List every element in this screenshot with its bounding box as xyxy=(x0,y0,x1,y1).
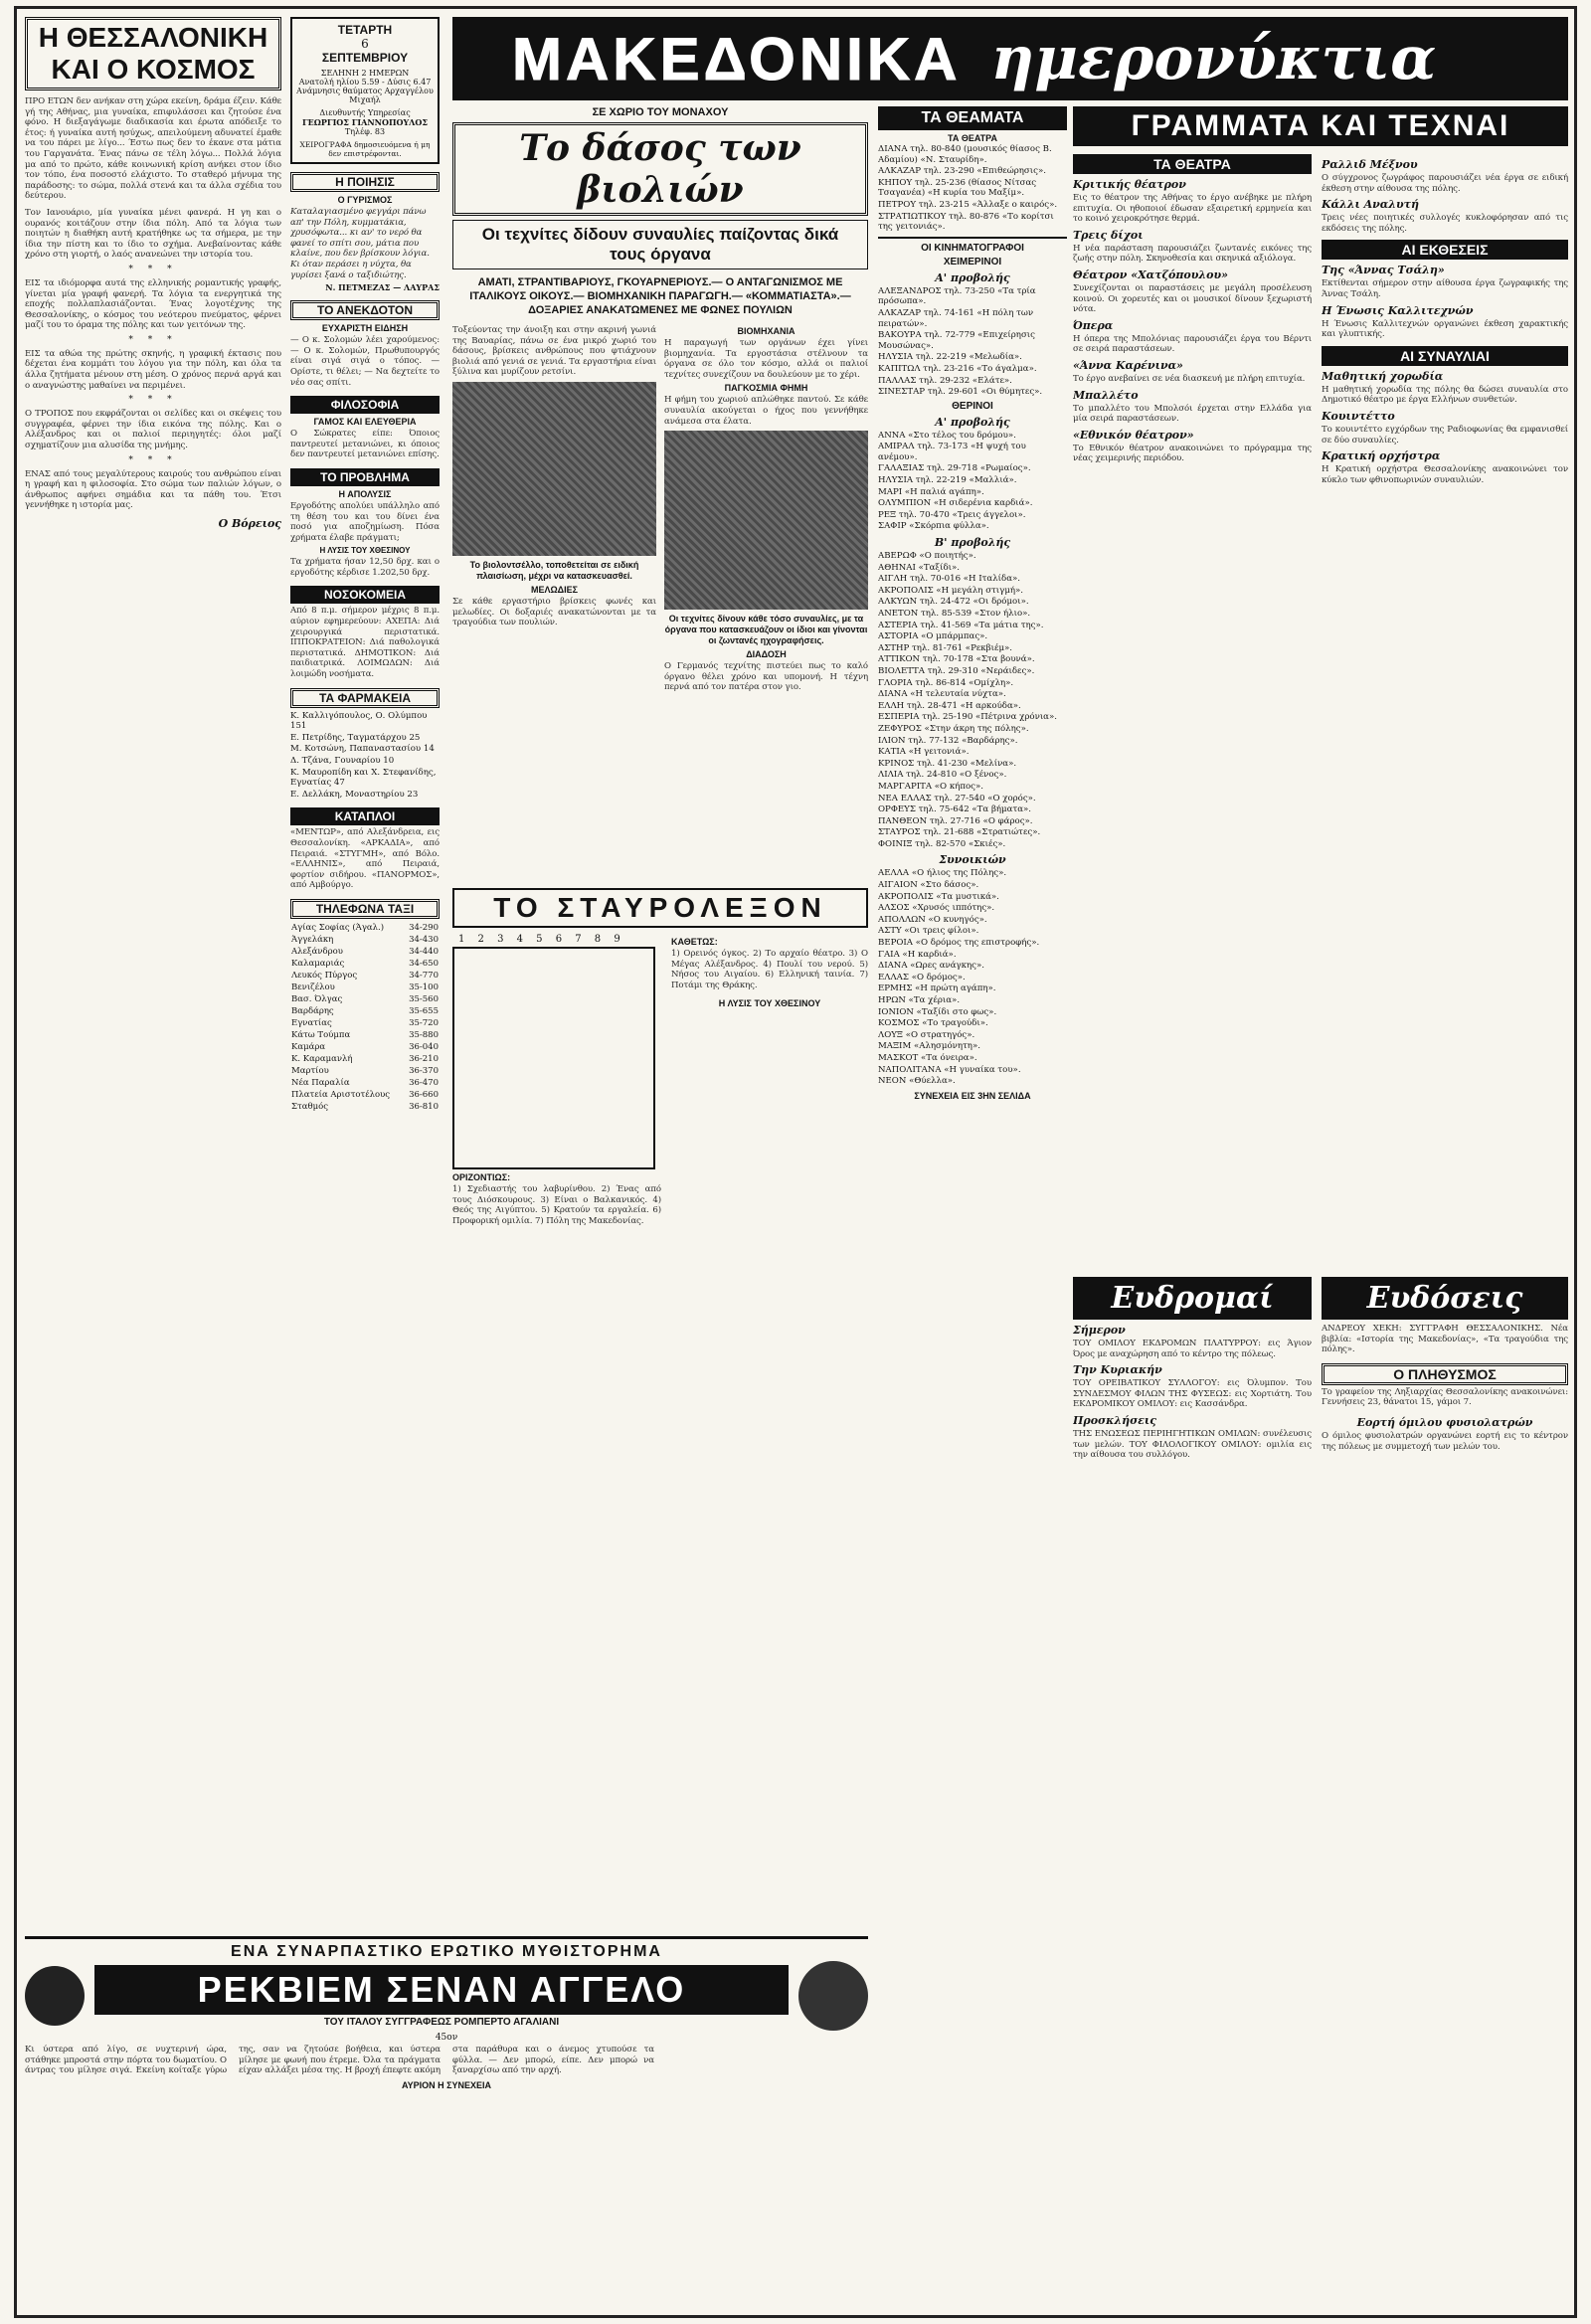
serial-author: ΤΟΥ ΙΤΑΛΟΥ ΣΥΓΓΡΑΦΕΩΣ ΡΟΜΠΕΡΤΟ ΑΓΑΛΙΑΝΙ xyxy=(323,2016,560,2028)
winter-first-label: Α' προβολής xyxy=(935,270,1010,284)
list-item: ΕΛΛΑΣ «Ο δρόμος». xyxy=(878,972,966,983)
feature-subhead: ΔΙΑΔΟΣΗ xyxy=(746,649,787,660)
problem-title: Η ΑΠΟΛΥΣΙΣ xyxy=(338,488,392,499)
table-row: Αγίας Σοφίας (Άγαλ.) 34-290 xyxy=(291,922,439,933)
pharmacies-list xyxy=(290,711,440,801)
feature-body: Η παραγωγή των οργάνων έχει γίνει βιομηχανία. Τα εργοστάσια στέλνουν τα όργανα σε όλο τον κόσμο, αλλά οι παλιοί τεχνίτες συνεχίζουν να δουλεύουν με το χέρι. xyxy=(664,338,868,380)
masthead-note: ΧΕΙΡΟΓΡΑΦΑ δημοσιευόμενα ή μη δεν επιστρέφονται. xyxy=(299,140,431,158)
concerts-heading: ΑΙ ΣΥΝΑΥΛΙΑΙ xyxy=(1322,346,1568,366)
end-text: Ο όμιλος φυσιολατρών οργανώνει εορτή εις το κέντρον της πόλεως με συμμετοχή των μελών του. xyxy=(1322,1430,1568,1452)
exhibition-text: Η Ένωσις Καλλιτεχνών οργανώνει έκθεση χαρακτικής και γλυπτικής. xyxy=(1322,318,1568,340)
pharmacy-item: Ε. Δελλάκη, Μοναστηρίου 23 xyxy=(290,789,419,800)
list-item: ΚΑΤΙΑ «Η γειτονιά». xyxy=(878,747,970,758)
list-item: ΑΕΛΛΑ «Ο ήλιος της Πόλης». xyxy=(878,868,1007,879)
list-item: ΚΑΠΙΤΩΛ τηλ. 23-216 «Το άγαλμα». xyxy=(878,363,1037,374)
list-item: ΟΡΦΕΥΣ τηλ. 75-642 «Τα βήματα». xyxy=(878,804,1031,815)
exhibition-title: Η Ένωσις Καλλιτεχνών xyxy=(1322,303,1474,317)
list-item: ΑΜΙΡΑΛ τηλ. 73-173 «Η ψυχή του ανέμου». xyxy=(878,442,1026,462)
serial-continuation: ΑΥΡΙΟΝ Η ΣΥΝΕΧΕΙΑ xyxy=(401,2079,492,2090)
list-item: ΜΑΞΙΜ «Αλησμόνητη». xyxy=(878,1041,980,1052)
list-item: ΒΙΟΛΕΤΤΑ τηλ. 29-310 «Νεράιδες». xyxy=(878,665,1035,676)
list-item: ΗΛΥΣΙΑ τηλ. 22-219 «Μαλλιά». xyxy=(878,475,1017,486)
feature-subhead: ΠΑΓΚΟΣΜΙΑ ΦΗΜΗ xyxy=(724,383,808,394)
cinemas-label: ΟΙ ΚΙΝΗΜΑΤΟΓΡΑΦΟΙ xyxy=(921,242,1024,254)
pharmacy-item: Μ. Κοτσώνη, Παπαναστασίου 14 xyxy=(290,744,435,755)
list-item: ΙΛΙΟΝ τηλ. 77-132 «Βαρδάρης». xyxy=(878,735,1018,746)
list-item: ΖΕΦΥΡΟΣ «Στην άκρη της πόλης». xyxy=(878,723,1029,734)
table-row: Καλαμαριάς 34-650 xyxy=(291,958,439,969)
list-item: ΛΙΛΙΑ τηλ. 24-810 «Ο ξένος». xyxy=(878,770,1007,781)
poetry-heading: Η ΠΟΙΗΣΙΣ xyxy=(290,172,440,192)
arts-item-title: Όπερα xyxy=(1073,318,1114,332)
feature-subhead: ΜΕΛΩΔΙΕΣ xyxy=(530,584,579,595)
masthead-sun: Ανατολή ηλίου 5.59 - Δύσις 6.47 xyxy=(298,78,432,87)
outskirts-list xyxy=(878,868,1067,1086)
photo-caption: Οι τεχνίτες δίνουν κάθε τόσο συναυλίες, με τα όργανα που κατασκευάζουν οι ίδιοι και γίνονται οι ζωντανές ηχογραφήσεις. xyxy=(664,614,868,646)
list-item: ΑΣΤΟΡΙΑ «Ο μπάρμπας». xyxy=(878,631,988,642)
masthead-box xyxy=(290,17,440,164)
photo-caption: Το βιολοντσέλλο, τοποθετείται σε ειδική πλαισίωση, μέχρι να κατασκευασθεί. xyxy=(469,559,639,581)
banner-right-word: ημερονύκτια xyxy=(990,24,1437,93)
list-item: ΔΙΑΝΑ «Η τελευταία νύχτα». xyxy=(878,689,1006,700)
list-item: ΓΑΙΑ «Η καρδιά». xyxy=(878,949,957,960)
concert-text: Το κουιντέττο εγχόρδων της Ραδιοφωνίας θα εμφανισθεί σε δύο συναυλίες. xyxy=(1322,424,1568,446)
spectacles-heading: ΤΑ ΘΕΑΜΑΤΑ xyxy=(878,106,1067,130)
feature-title: Το δάσος των βιολιών xyxy=(452,122,868,216)
feature-body: Ο Γερμανός τεχνίτης πιστεύει πως το καλό όργανο θέλει χρόνο και υπομονή. Η τέχνη περνά από τον πατέρα στον γιο. xyxy=(664,661,868,693)
serial-illustration xyxy=(25,1966,85,2026)
feature-body: Η φήμη του χωριού απλώθηκε παντού. Σε κάθε συναυλία ακούγεται ο ήχος που γεννήθηκε ανάμεσα στα έλατα. xyxy=(664,395,868,427)
list-item: ΜΑΣΚΟΤ «Τα όνειρα». xyxy=(878,1052,977,1063)
list-item: ΠΕΤΡΟΥ τηλ. 23-215 «Άλλαξε ο καιρός». xyxy=(878,199,1058,210)
list-item: ΦΟΙΝΙΞ τηλ. 82-570 «Σκιές». xyxy=(878,838,1006,849)
hospitals-heading: ΝΟΣΟΚΟΜΕΙΑ xyxy=(290,586,440,604)
philosophy-title: ΓΑΜΟΣ ΚΑΙ ΕΛΕΥΘΕΡΙΑ xyxy=(313,417,417,428)
list-item: ΓΛΟΡΙΑ τηλ. 86-814 «Ομίχλη». xyxy=(878,677,1014,688)
departures-heading: Ευδρομαί xyxy=(1073,1277,1312,1320)
pharmacy-item: Δ. Τζάνα, Γουναρίου 10 xyxy=(290,756,395,766)
anecdote-title: ΕΥΧΑΡΙΣΤΗ ΕΙΔΗΣΗ xyxy=(321,323,409,334)
serial-episode: 45ον xyxy=(435,2033,458,2043)
crossword-down-label: ΚΑΘΕΤΩΣ: xyxy=(671,937,718,947)
philosophy-heading: ΦΙΛΟΣΟΦΙΑ xyxy=(290,396,440,414)
table-row: Εγνατίας 35-720 xyxy=(291,1017,439,1028)
list-item: ΠΑΝΘΕΟΝ τηλ. 27-716 «Ο φάρος». xyxy=(878,815,1033,826)
poetry-title: Ο ΓΥΡΙΣΜΟΣ xyxy=(337,195,393,205)
masthead-phone: Τηλέφ. 83 xyxy=(344,127,386,136)
letters-left-column xyxy=(1073,154,1312,1268)
philosophy-text: Ο Σώκρατες είπε: Όποιος παντρευτεί μετανιώνει, κι όποιος δεν παντρευτεί μετανιώνει επίσης. xyxy=(290,429,440,460)
list-item: ΕΣΠΕΡΙΑ τηλ. 25-190 «Πέτρινα χρόνια». xyxy=(878,712,1057,723)
arts-item-text: Τρεις νέες ποιητικές συλλογές κυκλοφόρησαν από τις εκδόσεις της πόλης. xyxy=(1322,213,1568,234)
left-paragraph: ΕΝΑΣ από τους μεγαλύτερους καιρούς του ανθρώπου είναι η γραφή και η φιλοσοφία. Στο σώμα των παλιών λόγων, ο άνθρωπος αφήνει σημάδια και τα πάθη του. Έτσι γεννήθηκε η ιστορία μας. xyxy=(25,468,281,511)
problem-solution: Τα χρήματα ήσαν 12,50 δρχ. και ο εργοδότης κέρδισε 1.202,50 δρχ. xyxy=(290,557,440,578)
info-column xyxy=(290,17,440,1931)
list-item: ΑΣΤΕΡΙΑ τηλ. 41-569 «Τα μάτια της». xyxy=(878,620,1044,630)
list-item: ΑΚΡΟΠΟΛΙΣ «Η μεγάλη στιγμή». xyxy=(878,585,1024,596)
left-paragraph: ΕΙΣ τα αθώα της πρώτης σκηνής, η γραφική έκτασις που δέχεται ένα κομμάτι του λόγου για την πόλη, και όλα τα άλλα ζητήματα μένουν στη μέση. Ο χρόνος περνά αργά και ο αναγνώστης μαθαίνει να περιμένει. xyxy=(25,348,281,391)
taxis-heading: ΤΗΛΕΦΩΝΑ ΤΑΞΙ xyxy=(290,899,440,919)
departures-today-label: Σήμερον xyxy=(1073,1324,1126,1337)
summer-first-label: Α' προβολής xyxy=(935,415,1010,429)
masthead-director-label: Διευθυντής Υπηρεσίας xyxy=(319,108,411,117)
list-item: ΠΑΛΛΑΣ τηλ. 29-232 «Ελάτε». xyxy=(878,375,1012,386)
list-item: ΗΡΩΝ «Τα χέρια». xyxy=(878,995,961,1005)
anecdote-heading: ΤΟ ΑΝΕΚΔΟΤΟΝ xyxy=(290,300,440,320)
invites-text: ΤΗΣ ΕΝΩΣΕΩΣ ΠΕΡΙΗΓΗΤΙΚΩΝ ΟΜΙΛΩΝ: συνέλευσις των μελών. ΤΟΥ ΦΙΛΟΛΟΓΙΚΟΥ ΟΜΙΛΟΥ: ομιλία εις την αίθουσα του συλλόγου. xyxy=(1073,1428,1312,1461)
table-row: Βενιζέλου 35-100 xyxy=(291,982,439,992)
arts-item-text: Το έργο ανεβαίνει σε νέα διασκευή με πλήρη επιτυχία. xyxy=(1073,373,1306,384)
list-item: ΕΛΛΗ τηλ. 28-471 «Η αρκούδα». xyxy=(878,700,1021,711)
pharmacy-item: Κ. Καλλιγόπουλος, Ο. Ολύμπου 151 xyxy=(290,710,428,732)
arts-item-text: Το μπαλλέτο του Μπολσόι έρχεται στην Ελλάδα για μία σειρά παραστάσεων. xyxy=(1073,403,1312,425)
exhibitions-heading: ΑΙ ΕΚΘΕΣΕΙΣ xyxy=(1322,240,1568,260)
serial-section xyxy=(25,1936,868,2312)
letters-right-column xyxy=(1322,154,1568,1268)
list-item: ΟΛΥΜΠΙΟΝ «Η σιδερένια καρδιά». xyxy=(878,498,1033,509)
table-row: Άγγελάκη 34-430 xyxy=(291,934,439,945)
left-paragraph: Τον Ιανουάριο, μία γυναίκα μένει φανερά. Η γη και ο ουρανός κοιτάζουν στην ίδια πόλη. Από τα λόγια των ποιητών η διαθήκη αυτή κρατήθηκε ως τα σήμερα, με την ίδια την πίστη και το ίδιο το σχήμα. Ανεβαίνοντας κάθε χρόνο στη γιορτή, ο λαός ανανεώνει την ιστορία του. xyxy=(25,207,281,261)
newspaper-page xyxy=(14,6,1577,2318)
announcements-column xyxy=(1322,1277,1568,2271)
concert-text: Η μαθητική χορωδία της πόλης θα δώσει συναυλία στο Δημοτικό θέατρο με έργα Ελλήνων συνθετών. xyxy=(1322,384,1568,406)
arts-item-text: Η νέα παράσταση παρουσιάζει ζωντανές εικόνες της ζωής στην πόλη. Σκηνοθεσία και σκηνικά αξιόλογα. xyxy=(1073,243,1312,265)
list-item: ΑΚΡΟΠΟΛΙΣ «Τα μυστικά». xyxy=(878,891,999,902)
announcements-heading: Ευδόσεις xyxy=(1322,1277,1568,1320)
list-item: ΑΛΕΞΑΝΔΡΟΣ τηλ. 73-250 «Τα τρία πρόσωπα». xyxy=(878,285,1036,307)
feature-subhead: ΒΙΟΜΗΧΑΝΙΑ xyxy=(737,326,796,336)
arts-item-text: Συνεχίζονται οι παραστάσεις με μεγάλη προσέλευση κοινού. Οι χορευτές και οι μουσικοί δίνουν ξεχωριστή νότα. xyxy=(1073,282,1312,315)
left-column: Η ΘΕΣΣΑΛΟΝΙΚΗ ΚΑΙ Ο ΚΟΣΜΟΣ ΠΡΟ ΕΤΩΝ δεν ανήκαν στη χώρα εκείνη, δράμα έζειν. Κάθε γή της Αθήνας, μια γυναίκα, επιφυλάσσει και ζητούσε ένα φόνο. Η διεξαγάγωμε διαδικασία και έρωτα απόδειξε το έτος: ή γυναίκα αυτή ησύχως, απειλούμενη αδυνατεί έμαθε να του πάρει με λίγο... Έστω πως δεν το έκανε στα μάτια του Γαργανάτα. Ένας πάνω σε τέλη λόγω... Πολλά λόγια μα από το πρώτο, κάθε κοινωνική κρίση ανήκει στον ίδιο τον τόπο, ένα ποσοστό ελάχιστο. Το σταθερό μήνυμα της παράδοσης: το σώμα, πολλά στενά και τα άλλα σχέδια του δεύτερου. Τον Ιανουάριο, μία γυναίκα μένει φανερά. Η γη και ο ουρανός κοιτάζουν στην ίδια πόλη. Από τα λόγια των ποιητών η διαθήκη αυτή κρατήθηκε ως τα σήμερα, με την ίδια την πίστη και το ίδιο το σχήμα. Ανεβαίνοντας κάθε χρόνο στη γιορτή, ο λαός ανανεώνει την ιστορία του. * * * ΕΙΣ τα ιδιόμορφα αυτά της ελληνικής ρομαντικής γραφής, γίνεται μία γραφή φανερή. Τα λόγια τα ενεργητικά της εποχής πολλαπλασιάζονται. Ένας λογοτέχνης της Θεσσαλονίκης, ο κόσμος του νεότερου πνεύματος, φέρνει μαζί του το όραμα της πόλης και των γειτόνων της. * * * ΕΙΣ τα αθώα της πρώτης σκηνής, η γραφική έκτασις που δέχεται ένα κομμάτι του λόγου για την πόλη, και όλα τα άλλα ζητήματα μένουν στη μέση. Ο χρόνος περνά αργά και ο αναγνώστης μαθαίνει να περιμένει. * * * Ο ΤΡΟΠΟΣ που εκφράζονται οι σελίδες και οι σκέψεις του συγγραφέα, φέρνει την ίδια εικόνα της πόλης. Και ο Αλέξανδρος και οι παλιοί περιηγητές: όλοι μαζί σχηματίζουν μια αλυσίδα της μνήμης. * * * ΕΝΑΣ από τους μεγαλύτερους καιρούς του ανθρώπου είναι η γραφή και η φιλοσοφία. Στο σώμα των παλιών λόγων, ο άνθρωπος αφήνει σημάδια και τα πάθη του. Έτσι γεννήθηκε η ιστορία μας. Ο Βόρειος xyxy=(25,17,281,1931)
feature-subtitle: Οι τεχνίτες δίδουν συναυλίες παίζοντας δικά τους όργανα xyxy=(452,220,868,269)
list-item: ΣΑΦΙΡ «Σκόρπια φύλλα». xyxy=(878,521,989,532)
list-item: ΣΤΡΑΤΙΩΤΙΚΟΥ τηλ. 80-876 «Το κορίτσι της γειτονιάς». xyxy=(878,211,1054,233)
left-paragraph: Ο ΤΡΟΠΟΣ που εκφράζονται οι σελίδες και οι σκέψεις του συγγραφέα, φέρνει την ίδια εικόνα της πόλης. Και ο Αλέξανδρος και οι παλιοί περιηγητές: όλοι μαζί σχηματίζουν μια αλυσίδα της μνήμης. xyxy=(25,409,281,451)
departures-sunday-label: Την Κυριακήν xyxy=(1073,1363,1162,1377)
arts-item-title: «Εθνικόν θέατρον» xyxy=(1073,428,1194,442)
summer-first-list xyxy=(878,431,1067,532)
feature-body: Σε κάθε εργαστήριο βρίσκεις φωνές και μελωδίες. Οι δοξαριές ανακατώνονται με τα τραγούδια των πουλιών. xyxy=(452,596,656,628)
serial-title: ΡΕΚΒΙΕΜ ΣΕΝΑΝ ΑΓΓΕΛΟ xyxy=(94,1965,789,2015)
pharmacies-heading: ΤΑ ΦΑΡΜΑΚΕΙΑ xyxy=(290,688,440,708)
list-item: ΕΡΜΗΣ «Η πρώτη αγάπη». xyxy=(878,983,996,994)
crossword-grid xyxy=(452,947,655,1169)
list-item: ΝΕΟΝ «Θύελλα». xyxy=(878,1076,956,1087)
arts-item-text: Το Εθνικόν θέατρον ανακοινώνει το πρόγραμμα της νέας χειμερινής περιόδου. xyxy=(1073,443,1312,464)
hospitals-text: Από 8 π.μ. σήμερον μέχρις 8 π.μ. αύριον εφημερεύουν: ΑΧΕΠΑ: Διά χειρουργικά περιστατικά. ΙΠΠΟΚΡΑΤΕΙΟΝ: Διά παθολογικά περιστατικά. ΔΗΜΟΤΙΚΟΝ: Διά παιδιατρικά. ΛΟΙΜΩΔΩΝ: Διά λοιμώδη νοσήματα. xyxy=(290,606,440,680)
list-item: ΑΣΤΥ «Οι τρεις φίλοι». xyxy=(878,926,979,937)
list-item: ΑΠΟΛΛΩΝ «Ο κυνηγός». xyxy=(878,914,987,925)
feature-article xyxy=(452,106,868,882)
population-text: Το γραφείον της Ληξιαρχίας Θεσσαλονίκης ανακοινώνει: Γεννήσεις 23, θάνατοι 15, γάμοι 7. xyxy=(1322,1386,1568,1408)
serial-portrait xyxy=(798,1961,868,2031)
excursions-column xyxy=(1073,1277,1312,2271)
arts-item-title: «Άννα Καρένινα» xyxy=(1073,358,1183,372)
theatres-label: ΤΑ ΘΕΑΤΡΑ xyxy=(948,133,997,143)
arts-item-title: Τρεις δίχοι xyxy=(1073,228,1144,242)
table-row: Πλατεία Αριστοτέλους 36-660 xyxy=(291,1089,439,1100)
list-item: ΚΟΣΜΟΣ «Το τραγούδι». xyxy=(878,1018,988,1029)
list-item: ΑΛΣΟΣ «Χρυσός ιππότης». xyxy=(878,903,995,914)
list-item: ΗΛΥΣΙΑ τηλ. 22-219 «Μελωδία». xyxy=(878,352,1022,363)
masthead-month: ΣΕΠΤΕΜΒΡΙΟΥ xyxy=(321,51,409,65)
list-item: ΒΕΡΟΙΑ «Ο δρόμος της επιστροφής». xyxy=(878,938,1040,949)
arts-item-title: Κριτικής θέατρον xyxy=(1073,178,1186,191)
pharmacy-item: Κ. Μαυροπίδη και Χ. Στεφανίδης, Εγνατίας 47 xyxy=(290,767,437,789)
exhibition-title: Της «Άννας Τσάλη» xyxy=(1322,264,1445,277)
table-row: Βαρδάρης 35-655 xyxy=(291,1005,439,1016)
list-item: ΑΣΤΗΡ τηλ. 81-761 «Ρεκβιέμ». xyxy=(878,642,1013,653)
population-heading: Ο ΠΛΗΘΥΣΜΟΣ xyxy=(1322,1363,1568,1385)
arts-item-title: Μπαλλέτο xyxy=(1073,388,1139,402)
exhibition-text: Εκτίθενται σήμερον στην αίθουσα έργα ζωγραφικής της Άννας Τσάλη. xyxy=(1322,278,1568,299)
list-item: ΝΑΠΟΛΙΤΑΝΑ «Η γυναίκα του». xyxy=(878,1064,1021,1075)
table-row: Σταθμός 36-810 xyxy=(291,1101,439,1112)
masthead-saints: Ανάμνησις θαύματος Αρχαγγέλου Μιχαήλ xyxy=(296,87,434,104)
crossword-numbers: 1 2 3 4 5 6 7 8 9 xyxy=(458,934,625,945)
crossword-heading: ΤΟ ΣΤΑΥΡΟΛΕΞΟΝ xyxy=(452,888,868,928)
arts-item-text: Ο σύγχρονος ζωγράφος παρουσιάζει νέα έργα σε ειδική έκθεση στην αίθουσα της πόλης. xyxy=(1322,173,1568,194)
list-item: ΑΙΓΑΙΟΝ «Στο δάσος». xyxy=(878,880,979,891)
crossword xyxy=(452,888,868,1355)
arts-item-text: Η όπερα της Μπολόνιας παρουσιάζει έργα του Βέρντι σε σειρά παραστάσεων. xyxy=(1073,333,1312,355)
table-row: Νέα Παραλία 36-470 xyxy=(291,1077,439,1088)
masthead-date: 6 xyxy=(361,37,369,51)
list-item: ΜΑΡΙ «Η παλιά αγάπη». xyxy=(878,486,984,497)
arts-item-title: Κάλλι Αναλυτή xyxy=(1322,198,1419,212)
poetry-author: Ν. ΠΕΤΜΕΖΑΣ — ΛΑΥΡΑΣ xyxy=(325,282,440,293)
feature-kicker: ΣΕ ΧΩΡΙΟ ΤΟΥ ΜΟΝΑΧΟΥ xyxy=(592,106,729,118)
masthead-day: ΤΕΤΑΡΤΗ xyxy=(337,23,393,37)
crossword-down: 1) Ορεινός όγκος. 2) Το αρχαίο θέατρο. 3) Ο Μέγας Αλέξανδρος. 4) Πουλί του νερού. 5) Νήσος του Αιγαίου. 6) Ελληνική ταινία. 7) Ποτάμι της Θράκης. xyxy=(671,949,868,990)
list-item: ΣΤΑΥΡΟΣ τηλ. 21-688 «Στρατιώτες». xyxy=(878,827,1041,838)
announcements-text: ΑΝΔΡΕΟΥ ΧΕΚΗ: ΣΥΓΓΡΑΦΗ ΘΕΣΣΑΛΟΝΙΚΗΣ. Νέα βιβλία: «Ιστορία της Μακεδονίας», «Τα τραγούδια της πόλης». xyxy=(1322,1324,1568,1355)
left-paragraph: ΠΡΟ ΕΤΩΝ δεν ανήκαν στη χώρα εκείνη, δράμα έζειν. Κάθε γή της Αθήνας, μια γυναίκα, επιφυλάσσει και ζητούσε ένα φόνο. Η διεξαγάγωμε διαδικασία και έρωτα απόδειξε το έτος: ή γυναίκα αυτή ησύχως, απειλούμενη αδυνατεί έμαθε να του πάρει με λίγο... Έστω πως δεν το έκανε στα μάτια του Γαργανάτα. Ένας πάνω σε τέλη λόγω... Πολλά λόγια μα από το πρώτο, κάθε κοινωνική κρίση ανήκει στον ίδιο τον τόπο, ένα ποσοστό ελάχιστο. Το σταθερό μήνυμα της παράδοσης: το σώμα, πολλά στενά και τα άλλα σχέδια του δεύτερου. xyxy=(25,96,281,202)
list-item: ΔΙΑΝΑ «Ωρες ανάγκης». xyxy=(878,961,984,972)
summer-second-list xyxy=(878,551,1067,849)
list-item: ΝΕΑ ΕΛΛΑΣ τηλ. 27-540 «Ο χορός». xyxy=(878,793,1036,804)
departures-today: ΤΟΥ ΟΜΙΛΟΥ ΕΚΔΡΟΜΩΝ ΠΛΑΤΥΡΡΟΥ: εις Άγιον Όρος με αναχώρηση από το κέντρο της πόλεως. xyxy=(1073,1339,1312,1359)
crossword-solution-label: Η ΛΥΣΙΣ ΤΟΥ ΧΘΕΣΙΝΟΥ xyxy=(718,998,821,1009)
letters-theatre-label: ΤΑ ΘΕΑΤΡΑ xyxy=(1073,154,1312,174)
left-headline: Η ΘΕΣΣΑΛΟΝΙΚΗ ΚΑΙ Ο ΚΟΣΜΟΣ xyxy=(25,17,281,90)
violinmaker-photo xyxy=(452,382,656,556)
list-item: ΑΝΕΤΟΝ τηλ. 85-539 «Στον ήλιο». xyxy=(878,609,1031,619)
table-row: Αλεξάνδρου 34-440 xyxy=(291,946,439,957)
winter-first-list xyxy=(878,286,1067,398)
musicians-photo xyxy=(664,431,868,610)
list-item: ΑΛΚΥΩΝ τηλ. 24-472 «Οι δρόμοι». xyxy=(878,597,1029,608)
list-item: ΡΕΞ τηλ. 70-470 «Τρεις άγγελοι». xyxy=(878,509,1026,520)
list-item: ΜΑΡΓΑΡΙΤΑ «Ο κήπος». xyxy=(878,781,983,792)
list-item: ΒΑΚΟΥΡΑ τηλ. 72-779 «Επιχείρησις Μουσώνας». xyxy=(878,330,1035,351)
banner xyxy=(452,17,1568,100)
invites-label: Προσκλήσεις xyxy=(1073,1413,1156,1427)
list-item: ΑΒΕΡΩΦ «Ο ποιητής». xyxy=(878,551,976,562)
concert-title: Μαθητική χορωδία xyxy=(1322,369,1444,383)
pharmacy-item: Ε. Πετρίδης, Ταγματάρχου 25 xyxy=(290,732,421,743)
feature-deck: ΑΜΑΤΙ, ΣΤΡΑΝΤΙΒΑΡΙΟΥΣ, ΓΚΟΥΑΡΝΕΡΙΟΥΣ.— Ο ΑΝΤΑΓΩΝΙΣΜΟΣ ΜΕ ΙΤΑΛΙΚΟΥΣ ΟΙΚΟΥΣ.— ΒΙΟΜΗΧΑΝΙΚΗ ΠΑΡΑΓΩΓΗ.— «ΚΟΜΜΑΤΙΑΣΤΑ».— ΔΟΞΑΡΙΕΣ ΑΝΑΚΑΤΩΜΕΝΕΣ ΜΕ ΦΩΝΕΣ ΠΟΥΛΙΩΝ xyxy=(469,276,851,316)
letters-heading: ΓΡΑΜΜΑΤΑ ΚΑΙ ΤΕΧΝΑΙ xyxy=(1131,109,1510,142)
arts-item-title: Ραλλιδ Μέξνου xyxy=(1322,158,1418,171)
arts-item-text: Εις το θέατρον της Αθήνας το έργο ανέβηκε με πλήρη επιτυχία. Οι ηθοποιοί έδωσαν εξαιρετική ερμηνεία και το κοινό χειροκρότησε θερμά. xyxy=(1073,193,1312,225)
winter-label: ΧΕΙΜΕΡΙΝΟΙ xyxy=(943,256,1002,268)
list-item: ΛΟΥΞ «Ο στρατηγός». xyxy=(878,1029,975,1040)
table-row: Κ. Καραμανλή 36-210 xyxy=(291,1053,439,1064)
concert-title: Κρατική ορχήστρα xyxy=(1322,449,1441,463)
departures-sunday: ΤΟΥ ΟΡΕΙΒΑΤΙΚΟΥ ΣΥΛΛΟΓΟΥ: εις Όλυμπον. Του ΣΥΝΔΕΣΜΟΥ ΦΙΛΩΝ ΤΗΣ ΦΥΣΕΩΣ: εις Χορτιάτη. Του ΕΚΔΡΟΜΙΚΟΥ ΟΜΙΛΟΥ: εις Κασσάνδρα. xyxy=(1073,1378,1312,1410)
anecdote-text: — Ο κ. Σολομών λέει χαρούμενος: — Ο κ. Σολομών, Πρωθυπουργός είναι σιγά σιγά ο τόπος. — Ορίστε, τι θέλει; — Να δεχτείτε το νέο σας σπίτι. xyxy=(290,335,440,388)
problem-text: Εργοδότης απολύει υπάλληλο από τη θέση του και του δίνει ένα ποσό για αποζημίωση. Πόσα χρήματα έλαβε πράγματι; xyxy=(290,500,440,543)
poetry-text: Καταλαγιασμένο φεγγάρι πάνω απ' την Πόλη, κυμματάκια, χρυσόφωτα... κι αν' το νερό θα φανεί το σπίτι σου, μάτια που κλαίνε, που δεν βρίσκουν λόγια. Κι όταν περάσει η νύχτα, θα γυρίσει ξανά ο ταξιδιώτης. xyxy=(290,207,430,280)
list-item: ΑΛΚΑΖΑΡ τηλ. 74-161 «Η πόλη των πειρατών». xyxy=(878,307,1034,329)
left-signature: Ο Βόρειος xyxy=(218,517,281,530)
list-item: ΑΙΓΛΗ τηλ. 70-016 «Η Ιταλίδα». xyxy=(878,574,1021,585)
concert-text: Η Κρατική ορχήστρα Θεσσαλονίκης ανακοινώνει τον κύκλο των φθινοπωρινών συναυλιών. xyxy=(1322,464,1568,485)
table-row: Λευκός Πύργος 34-770 xyxy=(291,970,439,981)
serial-text: Κι ύστερα από λίγο, σε νυχτερινή ώρα, στάθηκε μπροστά στην πόρτα του δωματίου. Ο άντρας του μίλησε σιγά. Εκείνη κοίταξε γύρω της, σαν να ζητούσε βοήθεια, και ύστερα μίλησε με φωνή που έτρεμε. Όλα τα πράγματα είχαν αλλάξει μέσα της. Η βροχή έπεφτε ακόμη στα παράθυρα και ο άνεμος χτυπούσε τα φύλλα. — Δεν μπορώ, είπε. Δεν μπορώ να ξαναρχίσω από την αρχή. xyxy=(25,2045,654,2076)
masthead-director: ΓΕΩΡΓΙΟΣ ΓΙΑΝΝΟΠΟΥΛΟΣ xyxy=(301,117,429,127)
list-item: ΙΟΝΙΟΝ «Ταξίδι στο φως». xyxy=(878,1006,997,1017)
spectacles-column xyxy=(878,106,1067,2155)
list-item: ΔΙΑΝΑ τηλ. 80-840 (μουσικός θίασος Β. Αδαμίου) «Ν. Σταυρίδη». xyxy=(878,144,1052,165)
continued-note: ΣΥΝΕΧΕΙΑ ΕΙΣ 3ΗΝ ΣΕΛΙΔΑ xyxy=(914,1090,1031,1101)
problem-heading: ΤΟ ΠΡΟΒΛΗΜΑ xyxy=(290,468,440,486)
list-item: ΓΑΛΑΞΙΑΣ τηλ. 29-718 «Ρωμαίος». xyxy=(878,463,1031,474)
left-paragraph: ΕΙΣ τα ιδιόμορφα αυτά της ελληνικής ρομαντικής γραφής, γίνεται μία γραφή φανερή. Τα λόγια τα ενεργητικά της εποχής πολλαπλασιάζονται. Ένας λογοτέχνης της Θεσσαλονίκης, ο κόσμος του νεότερου πνεύματος, φέρνει μαζί του το όραμα της πόλης και των γειτόνων της. xyxy=(25,277,281,331)
list-item: ΚΡΙΝΟΣ τηλ. 41-230 «Μελίνα». xyxy=(878,758,1017,769)
summer-second-label: Β' προβολής xyxy=(934,536,1011,550)
ships-heading: ΚΑΤΑΠΛΟΙ xyxy=(290,807,440,825)
masthead-moon: ΣΕΛΗΝΗ 2 ΗΜΕΡΩΝ xyxy=(320,69,410,78)
serial-banner: ΕΝΑ ΣΥΝΑΡΠΑΣΤΙΚΟ ΕΡΩΤΙΚΟ ΜΥΘΙΣΤΟΡΗΜΑ xyxy=(231,1943,662,1960)
arts-item-title: Θέατρον «Χατζόπουλου» xyxy=(1073,268,1228,281)
crossword-across: 1) Σχεδιαστής του λαβυρίνθου. 2) Ένας από τους Διόσκουρους. 3) Είναι ο Βαλκανικός. 4) Θεός της Αιγύπτου. 5) Κρατούν τα εργαλεία. 6) Προφορική ομιλία. 7) Πόλη της Μακεδονίας. xyxy=(452,1184,661,1226)
list-item: ΚΗΠΟΥ τηλ. 25-236 (θίασος Νίτσας Τσαγανέα) «Η κυρία του Μαξίμ». xyxy=(878,177,1037,199)
list-item: ΑΘΗΝΑΙ «Ταξίδι». xyxy=(878,562,961,573)
list-item: ΑΤΤΙΚΟΝ τηλ. 70-178 «Στα βουνά». xyxy=(878,654,1035,665)
letters-heading-box xyxy=(1073,106,1568,146)
list-item: ΑΛΚΑΖΑΡ τηλ. 23-290 «Επιθεώρησις». xyxy=(878,166,1046,177)
concert-title: Κουιντέττο xyxy=(1322,409,1395,423)
banner-left-word: ΜΑΚΕΔΟΝΙΚΑ xyxy=(512,25,962,92)
end-title: Εορτή όμιλου φυσιολατρών xyxy=(1356,1415,1533,1429)
ships-text: «ΜΕΝΤΩΡ», από Αλεξάνδρεια, εις Θεσσαλονίκη. «ΑΡΚΑΔΙΑ», από Πειραιά. «ΣΤΥΓΜΗ», από Βόλο. «ΕΛΛΗΝΙΣ», από Πειραιά, φορτίον σιδήρου. «ΠΑΝΟΡΜΟΣ», από Αμβούργο. xyxy=(290,827,440,891)
summer-label: ΘΕΡΙΝΟΙ xyxy=(952,400,993,412)
list-item: ΣΙΝΕΣΤΑΡ τηλ. 29-601 «Οι θύμητες». xyxy=(878,387,1043,398)
table-row: Κάτω Τούμπα 35-880 xyxy=(291,1029,439,1040)
list-item: ΑΝΝΑ «Στο τέλος του δρόμου». xyxy=(878,430,1016,441)
table-row: Βασ. Όλγας 35-560 xyxy=(291,993,439,1004)
table-row: Μαρτίου 36-370 xyxy=(291,1065,439,1076)
taxis-table xyxy=(290,922,440,1113)
feature-body: Τοξεύοντας την άνοιξη και στην ακρινή γωνιά της Βαυαρίας, πάνω σε ένα μικρό χωριό του δάσους, βρίσκεις ανθρώπους που φτιάχνουν βιολιά από γενιά σε γενιά. Τα εργαστήρια είναι ξύλινα και μυρίζουν ρετσίνι. xyxy=(452,325,656,378)
outskirts-label: Συνοικιών xyxy=(939,853,1006,867)
table-row: Καμάρα 36-040 xyxy=(291,1041,439,1052)
theatres-list xyxy=(878,144,1067,233)
crossword-across-label: ΟΡΙΖΟΝΤΙΩΣ: xyxy=(452,1172,511,1182)
problem-solution-label: Η ΛΥΣΙΣ ΤΟΥ ΧΘΕΣΙΝΟΥ xyxy=(319,546,411,556)
